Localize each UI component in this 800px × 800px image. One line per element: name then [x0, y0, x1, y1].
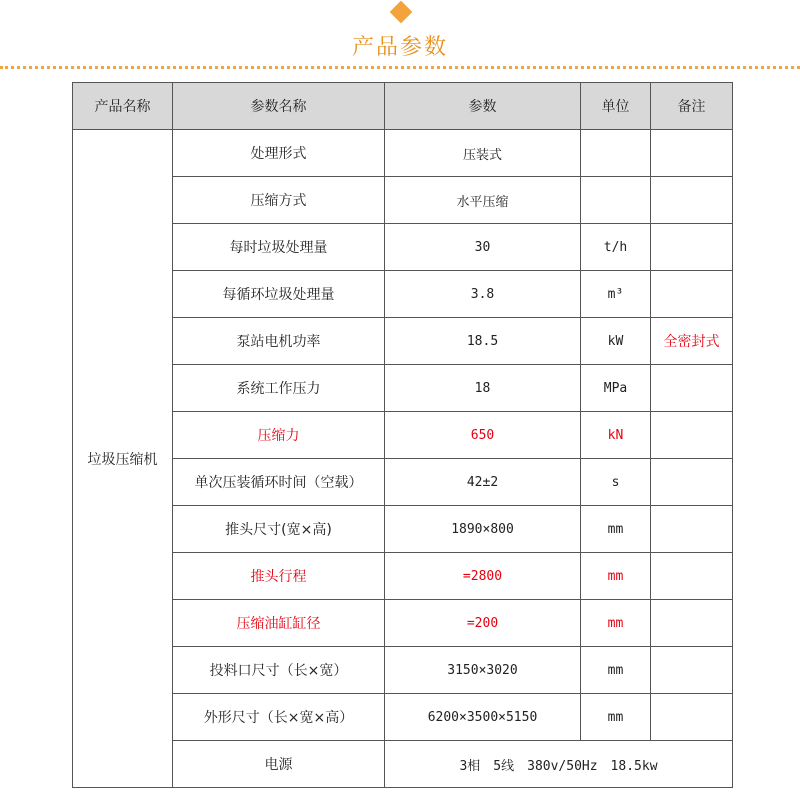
param-value-cell: 650: [385, 412, 581, 459]
unit-cell: m³: [581, 271, 651, 318]
param-name-cell: 投料口尺寸（长×宽）: [173, 647, 385, 694]
param-name-cell: 系统工作压力: [173, 365, 385, 412]
param-value-cell: =2800: [385, 553, 581, 600]
param-name-cell: 每时垃圾处理量: [173, 224, 385, 271]
header-note: 备注: [651, 83, 733, 130]
unit-cell: mm: [581, 600, 651, 647]
unit-cell: MPa: [581, 365, 651, 412]
param-name-cell: 单次压装循环时间（空载）: [173, 459, 385, 506]
product-name-cell: 垃圾压缩机: [73, 130, 173, 788]
unit-cell: [581, 130, 651, 177]
note-cell: 全密封式: [651, 318, 733, 365]
param-value-cell: 18: [385, 365, 581, 412]
unit-cell: mm: [581, 694, 651, 741]
param-name-cell: 压缩力: [173, 412, 385, 459]
param-name-cell: 每循环垃圾处理量: [173, 271, 385, 318]
param-value-cell: 1890×800: [385, 506, 581, 553]
section-title: 产品参数: [351, 35, 448, 60]
param-value-cell: 42±2: [385, 459, 581, 506]
power-value-cell: 3相 5线 380v/50Hz 18.5kw: [385, 741, 733, 788]
note-cell: [651, 177, 733, 224]
param-value-cell: 18.5: [385, 318, 581, 365]
header-unit: 单位: [581, 83, 651, 130]
param-value-cell: 3.8: [385, 271, 581, 318]
param-value-cell: 水平压缩: [385, 177, 581, 224]
table-header-row: [73, 83, 733, 130]
param-name-cell: 外形尺寸（长×宽×高）: [173, 694, 385, 741]
param-name-cell: 泵站电机功率: [173, 318, 385, 365]
dotted-divider: [0, 66, 800, 69]
unit-cell: mm: [581, 647, 651, 694]
param-value-cell: 压装式: [385, 130, 581, 177]
param-name-cell: 处理形式: [173, 130, 385, 177]
note-cell: [651, 365, 733, 412]
header-param-name: 参数名称: [173, 83, 385, 130]
param-name-cell: 电源: [173, 741, 385, 788]
param-value-cell: 6200×3500×5150: [385, 694, 581, 741]
unit-cell: mm: [581, 553, 651, 600]
unit-cell: s: [581, 459, 651, 506]
unit-cell: mm: [581, 506, 651, 553]
note-cell: [651, 271, 733, 318]
note-cell: [651, 224, 733, 271]
note-cell: [651, 647, 733, 694]
param-name-cell: 推头行程: [173, 553, 385, 600]
unit-cell: kN: [581, 412, 651, 459]
param-value-cell: 30: [385, 224, 581, 271]
note-cell: [651, 130, 733, 177]
spec-table: [72, 82, 733, 788]
table-row: [73, 130, 733, 177]
param-name-cell: 推头尺寸(宽×高): [173, 506, 385, 553]
note-cell: [651, 553, 733, 600]
header-param-value: 参数: [385, 83, 581, 130]
param-value-cell: =200: [385, 600, 581, 647]
note-cell: [651, 412, 733, 459]
param-value-cell: 3150×3020: [385, 647, 581, 694]
unit-cell: kW: [581, 318, 651, 365]
unit-cell: [581, 177, 651, 224]
diamond-icon: [390, 1, 413, 24]
param-name-cell: 压缩油缸缸径: [173, 600, 385, 647]
note-cell: [651, 694, 733, 741]
note-cell: [651, 600, 733, 647]
note-cell: [651, 459, 733, 506]
note-cell: [651, 506, 733, 553]
unit-cell: t/h: [581, 224, 651, 271]
param-name-cell: 压缩方式: [173, 177, 385, 224]
header-product-name: 产品名称: [73, 83, 173, 130]
